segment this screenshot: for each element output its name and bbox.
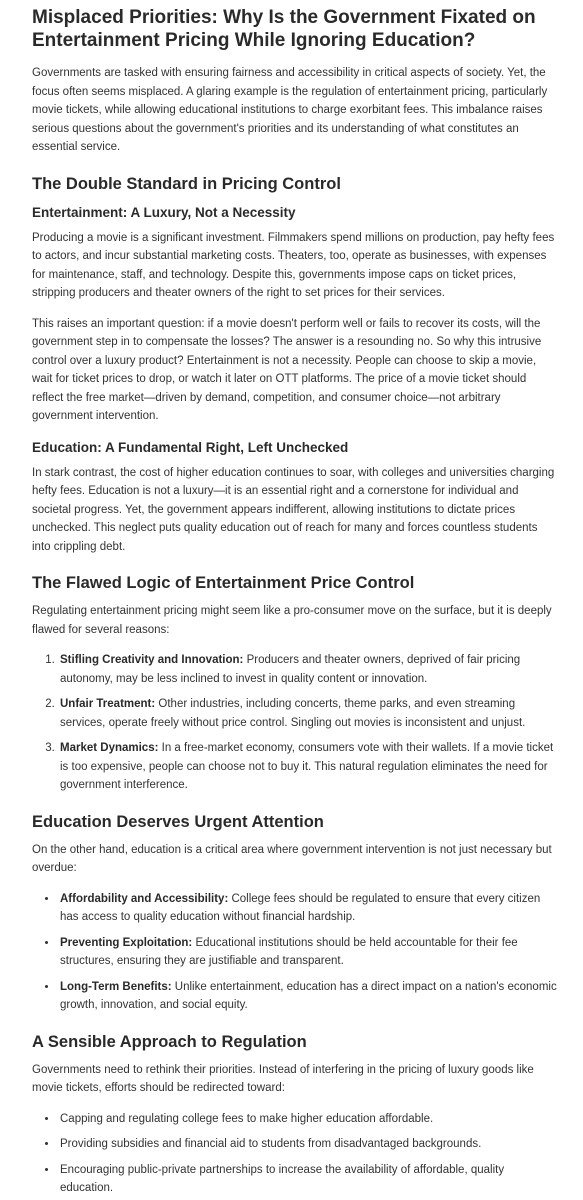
list-item [58, 978, 559, 1015]
numbered-list [32, 651, 559, 795]
list-item [58, 695, 559, 732]
paragraph: This raises an important question: if a movie doesn't perform well or fails to recover its costs, will the government step in to compensate the losses? The answer is a resounding no. So why this intrusive control over a luxury product? Entertainment is not a necessity. People can choose to skip a movie, wait for ticket prices to drop, or watch it later on OTT platforms. The price of a movie ticket should reflect the free market—driven by demand, competition, and consumer choice—not arbitrary government intervention. [32, 317, 542, 422]
bullet-list [32, 890, 559, 1015]
section-heading-flawed-logic: The Flawed Logic of Entertainment Price Control [32, 574, 415, 592]
section-heading-double-standard: The Double Standard in Pricing Control [32, 174, 341, 193]
article-title: Misplaced Priorities: Why Is the Government Fixated on Entertainment Pricing While Ignoring Education? [32, 7, 536, 51]
list-item: • Encouraging public-private partnerships to increase the availability of affordable, quality education. [58, 1161, 559, 1198]
list-item-text: Other industries, including concerts, theme parks, and even streaming services, operate freely without price control. Singling out movies is inconsistent and unjust. [60, 698, 526, 729]
list-item-label: Preventing Exploitation: [60, 936, 193, 949]
list-item [58, 890, 559, 927]
subheading-entertainment: Entertainment: A Luxury, Not a Necessity [32, 204, 296, 220]
list-item-text: Unlike entertainment, education has a direct impact on a nation's economic growth, innovation, and social equity. [60, 980, 557, 1011]
list-item-label: Affordability and Accessibility: [60, 892, 229, 905]
list-item-label: Market Dynamics: [60, 742, 159, 754]
list-item [58, 739, 559, 795]
paragraph: In stark contrast, the cost of higher education continues to soar, with colleges and universities charging hefty fees. Education is not a luxury—it is an essential right and a cornerstone for individual and societal progress. Yet, the government appears indifferent, allowing institutions to dictate prices unchecked. This neglect puts quality education out of reach for many and forces countless students into crippling debt. [32, 466, 555, 553]
paragraph: Producing a movie is a significant investment. Filmmakers spend millions on production, pay hefty fees to actors, and incur substantial marketing costs. Theaters, too, operate as businesses, with expenses for maintenance, staff, and technology. Despite this, governments impose caps on ticket prices, stripping producers and theater owners of the right to set prices for their services. [32, 231, 555, 299]
paragraph: Governments need to rethink their priorities. Instead of interfering in the pricing of luxury goods like movie tickets, efforts should be redirected toward: [32, 1063, 534, 1094]
list-item [58, 934, 559, 971]
list-item-label: Long-Term Benefits: [60, 980, 172, 993]
paragraph: On the other hand, education is a critical area where government intervention is not just necessary but overdue: [32, 843, 552, 874]
subheading-education: Education: A Fundamental Right, Left Unchecked [32, 439, 349, 455]
list-item [58, 651, 559, 688]
list-item-text: In a free-market economy, consumers vote with their wallets. If a movie ticket is too expensive, people can choose not to buy it. This natural regulation eliminates the need for government interference. [60, 742, 554, 791]
bullet-list [32, 1110, 559, 1198]
intro-paragraph: Governments are tasked with ensuring fairness and accessibility in critical aspects of society. Yet, the focus often seems misplaced. A glaring example is the regulation of entertainment pricing, particularly movie tickets, while allowing educational institutions to charge exorbitant fees. This imbalance raises serious questions about the government's priorities and its understanding of what constitutes an essential service. [32, 67, 548, 153]
list-item: • Providing subsidies and financial aid to students from disadvantaged backgrounds. [58, 1135, 559, 1154]
list-item-text: Educational institutions should be held accountable for their fee structures, ensuring they are justifiable and transparent. [60, 936, 518, 967]
list-item: • Capping and regulating college fees to make higher education affordable. [58, 1110, 559, 1129]
list-item-text: Producers and theater owners, deprived of fair pricing autonomy, may be less inclined to invest in quality content or innovation. [60, 654, 521, 685]
list-item-label: Stifling Creativity and Innovation: [60, 654, 244, 666]
list-item-label: Unfair Treatment: [60, 698, 156, 710]
section-heading-sensible-approach: A Sensible Approach to Regulation [32, 1032, 307, 1051]
section-heading-education-attention: Education Deserves Urgent Attention [32, 812, 324, 831]
paragraph: Regulating entertainment pricing might seem like a pro-consumer move on the surface, but it is deeply flawed for several reasons: [32, 605, 552, 636]
list-item-text: College fees should be regulated to ensure that every citizen has access to quality education without financial hardship. [60, 892, 541, 923]
